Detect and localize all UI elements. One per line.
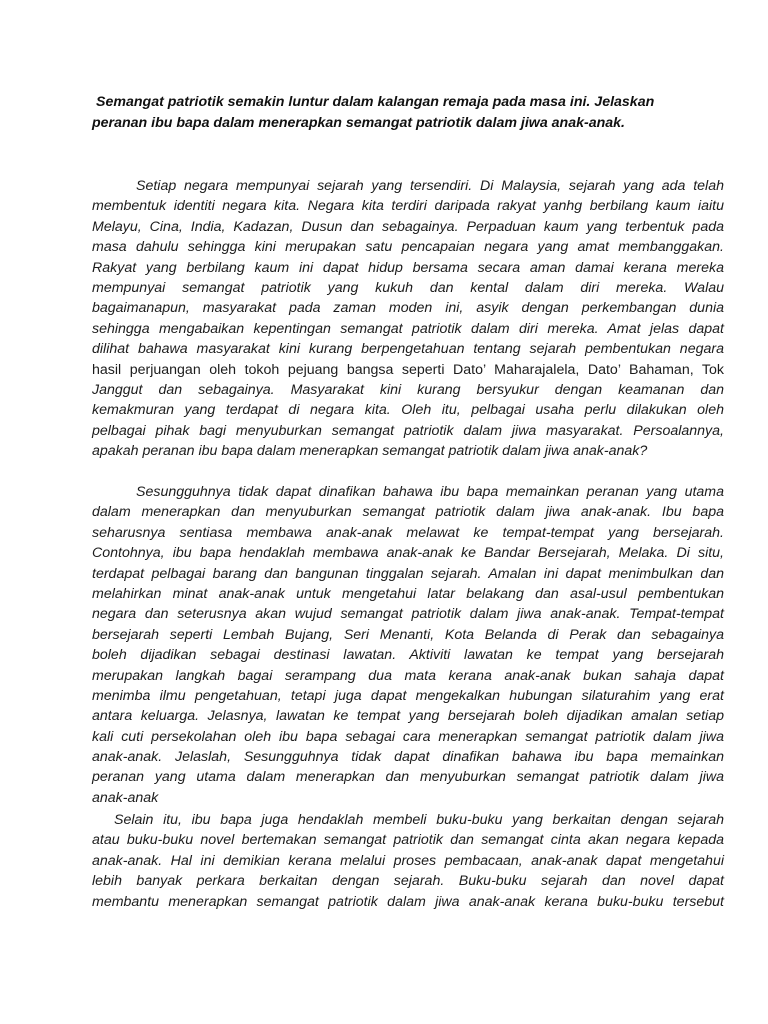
paragraph-line: pelbagai pihak bagi menyuburkan semangat patriotik dalam jiwa masyarakat. Persoalannya, — [92, 422, 724, 439]
question-line: Semangat patriotik semakin luntur dalam kalangan remaja pada masa ini. Jelaskan — [96, 94, 655, 110]
paragraph-line: negara dan seterusnya akan wujud semangat patriotik dalam jiwa anak-anak. Tempat-tempat — [92, 606, 724, 623]
paragraph-line: hasil perjuangan oleh tokoh pejuang bangsa seperti Dato’ Maharajalela, Dato’ Bahaman, Tok — [92, 361, 724, 378]
paragraph-line: masa dahulu sehingga kini merupakan satu pencapaian negara yang amat membanggakan. — [92, 239, 724, 256]
paragraph-line: terdapat pelbagai barang dan bangunan tinggalan sejarah. Amalan ini dapat menimbulkan dan — [92, 565, 724, 582]
paragraph-line: Rakyat yang berbilang kaum ini dapat hidup bersama secara aman damai kerana mereka — [92, 259, 724, 276]
paragraph-visit-historical-places — [92, 482, 724, 808]
paragraph-line: merupakan langkah bagai serampang dua mata kerana anak-anak bukan sahaja dapat — [92, 667, 724, 684]
paragraph-line: kemakmuran yang terdapat di negara kita. Oleh itu, pelbagai usaha perlu dilakukan oleh — [92, 402, 724, 419]
paragraph-line: antara keluarga. Jelasnya, lawatan ke tempat yang bersejarah boleh dijadikan amalan setiap — [92, 708, 724, 725]
paragraph-line: anak-anak. Hal ini demikian kerana melalui proses pembacaan, anak-anak dapat mengetahui — [92, 852, 724, 869]
paragraph-line: atau buku-buku novel bertemakan semangat patriotik dan semangat cinta akan negara kepada — [92, 832, 724, 849]
paragraph-line: Sesungguhnya tidak dapat dinafikan bahawa ibu bapa memainkan peranan yang utama — [136, 484, 724, 500]
paragraph-line: apakah peranan ibu bapa dalam menerapkan semangat patriotik dalam jiwa anak-anak? — [92, 443, 648, 460]
paragraph-line: dalam menerapkan dan menyuburkan semangat patriotik dalam jiwa anak-anak. Ibu bapa — [92, 504, 724, 521]
paragraph-line: Contohnya, ibu bapa hendaklah membawa anak-anak ke Bandar Bersejarah, Melaka. Di situ, — [92, 545, 724, 562]
paragraph-line: anak-anak — [92, 789, 159, 806]
paragraph-line: seharusnya sentiasa membawa anak-anak melawat ke tempat-tempat yang bersejarah. — [92, 524, 724, 541]
question-line: peranan ibu bapa dalam menerapkan semangat patriotik dalam jiwa anak-anak. — [92, 115, 626, 131]
paragraph-line: bersejarah seperti Lembah Bujang, Seri Menanti, Kota Belanda di Perak dan sebagainya — [92, 626, 724, 643]
paragraph-line: Janggut dan sebagainya. Masyarakat kini kurang bersyukur dengan keamanan dan — [92, 381, 724, 398]
paragraph-line: Melayu, Cina, India, Kadazan, Dusun dan sebagainya. Perpaduan kaum yang terbentuk pada — [92, 218, 724, 235]
paragraph-line: menimba ilmu pengetahuan, tetapi juga dapat mengekalkan hubungan silaturahim yang erat — [92, 687, 724, 704]
paragraph-line: boleh dijadikan sebagai destinasi lawatan. Aktiviti lawatan ke tempat yang bersejarah — [92, 647, 724, 664]
paragraph-line: lebih banyak perkara berkaitan dengan sejarah. Buku-buku sejarah dan novel dapat — [92, 873, 724, 890]
paragraph-line: kali cuti persekolahan oleh ibu bapa sebagai cara menerapkan semangat patriotik dalam jiwa — [92, 728, 724, 745]
paragraph-line: sehingga mengabaikan kepentingan semangat patriotik dalam diri mereka. Amat jelas dapat — [92, 320, 724, 337]
paragraph-line: mempunyai semangat patriotik yang kukuh dan kental dalam diri mereka. Walau — [92, 279, 724, 296]
paragraph-buy-books — [92, 810, 724, 912]
paragraph-line: peranan yang utama dalam menerapkan dan menyuburkan semangat patriotik dalam jiwa — [92, 769, 724, 786]
paragraph-line: bagaimanapun, masyarakat pada zaman moden ini, asyik dengan perkembangan dunia — [92, 300, 724, 317]
paragraph-introduction — [92, 176, 724, 461]
essay-question — [92, 92, 692, 134]
paragraph-line: anak-anak. Jelaslah, Sesungguhnya tidak dapat dinafikan bahawa ibu bapa memainkan — [92, 749, 724, 766]
paragraph-line: membantu menerapkan semangat patriotik dalam jiwa anak-anak kerana buku-buku tersebut — [92, 893, 724, 910]
paragraph-line: melahirkan minat anak-anak untuk mengetahui latar belakang dan asal-usul pembentukan — [92, 585, 724, 602]
paragraph-line: Setiap negara mempunyai sejarah yang tersendiri. Di Malaysia, sejarah yang ada telah — [136, 178, 724, 194]
paragraph-line: dilihat bahawa masyarakat kini kurang berpengetahuan tentang sejarah pembentukan negara — [92, 341, 724, 358]
paragraph-line: membentuk identiti negara kita. Negara kita terdiri daripada rakyat yanhg berbilang kaum iaitu — [92, 198, 724, 215]
paragraph-line: Selain itu, ibu bapa juga hendaklah membeli buku-buku yang berkaitan dengan sejarah — [114, 812, 724, 828]
